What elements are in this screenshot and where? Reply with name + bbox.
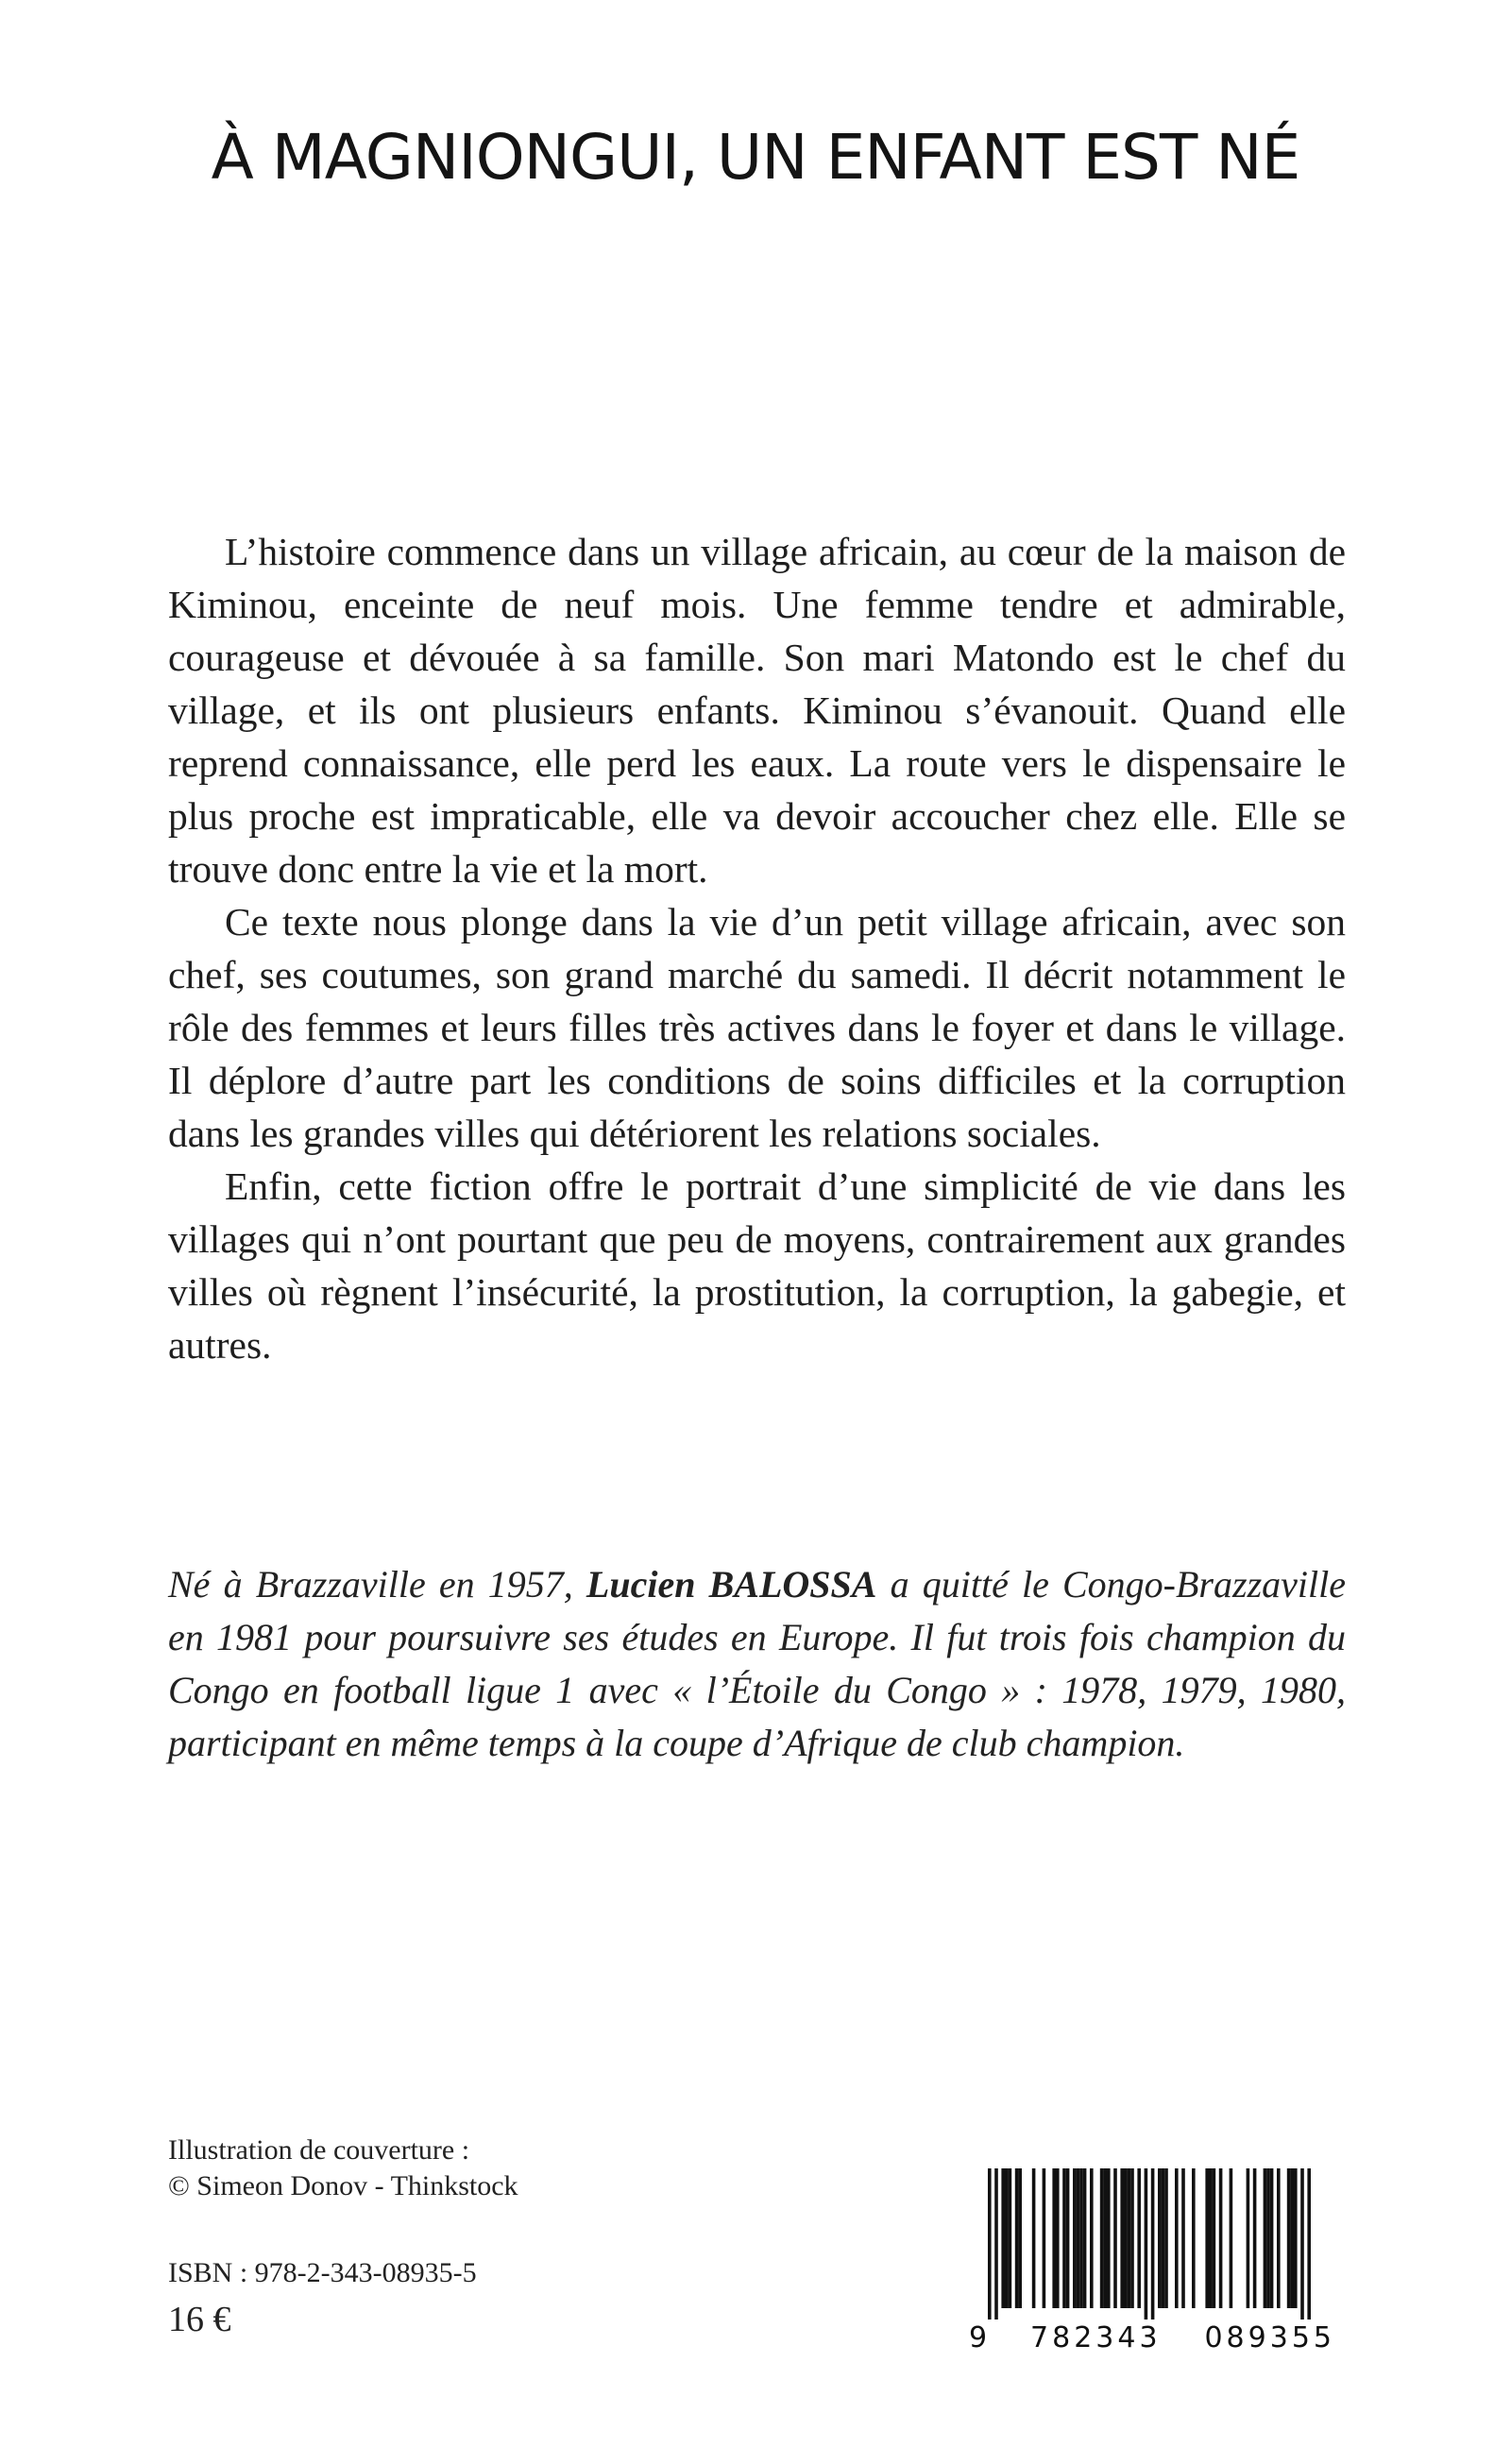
barcode-bar bbox=[1277, 2168, 1281, 2308]
barcode-first-digit: 9 bbox=[969, 2321, 988, 2354]
bio-rest: a quitté le Congo-Brazzaville en 1981 pour poursuivre ses études en Europe. Il fut trois fois champion du Congo en football ligue 1 avec « l’Étoile du Congo » : 1978, 1979, 1980, participant en même temps à la coupe d’Afrique de club champion. bbox=[168, 1563, 1346, 1764]
barcode-bar bbox=[1005, 2168, 1009, 2308]
barcode-bar bbox=[1175, 2168, 1179, 2308]
barcode-bar bbox=[1181, 2168, 1185, 2308]
barcode-bar bbox=[1253, 2168, 1257, 2308]
barcode-bar bbox=[1066, 2168, 1070, 2308]
barcode-bar bbox=[1062, 2168, 1066, 2308]
barcode-bar bbox=[1056, 2168, 1060, 2308]
barcode-bar bbox=[1130, 2168, 1134, 2308]
barcode-bar bbox=[1247, 2168, 1250, 2308]
barcode-bar bbox=[1270, 2168, 1274, 2308]
book-title: À MAGNIONGUI, UN ENFANT EST NÉ bbox=[211, 121, 1300, 194]
barcode-bar bbox=[1290, 2168, 1294, 2308]
barcode-left-group: 782343 bbox=[1030, 2321, 1162, 2354]
barcode-bar bbox=[1164, 2168, 1168, 2308]
barcode-bar bbox=[1100, 2168, 1104, 2308]
barcode-bar bbox=[1287, 2168, 1291, 2308]
barcode-bar bbox=[1107, 2168, 1111, 2308]
summary-paragraph-2: Ce texte nous plonge dans la vie d’un petit village africain, avec son chef, ses coutumes, son grand marché du samedi. Il décrit notamment le rôle des femmes et leurs filles très actives dans le foyer et dans le village. Il déplore d’autre part les conditions de soins difficiles et la corruption dans les grandes villes qui détériorent les relations sociales. bbox=[168, 900, 1346, 1155]
barcode-bar bbox=[1266, 2168, 1270, 2308]
barcode-bar bbox=[1083, 2168, 1087, 2308]
barcode-bar bbox=[1073, 2168, 1077, 2308]
barcode bbox=[965, 2168, 1339, 2357]
summary bbox=[168, 525, 1346, 1371]
bio-intro: Né à Brazzaville en 1957, bbox=[168, 1563, 586, 1606]
barcode-bar bbox=[1052, 2168, 1056, 2308]
barcode-bar bbox=[1158, 2168, 1162, 2308]
barcode-bar bbox=[1113, 2168, 1117, 2308]
barcode-bar bbox=[1128, 2168, 1131, 2308]
barcode-bar bbox=[1018, 2168, 1022, 2308]
barcode-bar bbox=[1015, 2168, 1019, 2308]
barcode-bar bbox=[1077, 2168, 1080, 2308]
author-bio bbox=[168, 1558, 1346, 1770]
barcode-bar bbox=[1307, 2168, 1311, 2320]
barcode-bar bbox=[1219, 2168, 1223, 2308]
barcode-bar bbox=[1162, 2168, 1165, 2308]
barcode-bar bbox=[1032, 2168, 1036, 2308]
barcode-bar bbox=[1009, 2168, 1012, 2308]
illustration-credits bbox=[168, 2133, 518, 2204]
credits-source: © Simeon Donov - Thinkstock bbox=[168, 2170, 518, 2201]
barcode-bars bbox=[965, 2168, 1339, 2320]
barcode-bar bbox=[1209, 2168, 1213, 2308]
barcode-bar bbox=[1192, 2168, 1196, 2308]
author-name: Lucien BALOSSA bbox=[586, 1563, 877, 1606]
barcode-digits bbox=[965, 2321, 1339, 2355]
barcode-bar bbox=[1079, 2168, 1083, 2308]
barcode-bar bbox=[1120, 2168, 1124, 2308]
barcode-bar bbox=[1090, 2168, 1094, 2308]
barcode-bar bbox=[1124, 2168, 1128, 2308]
barcode-bar bbox=[988, 2168, 992, 2320]
barcode-right-group: 089355 bbox=[1204, 2321, 1335, 2354]
barcode-bar bbox=[1103, 2168, 1107, 2308]
price: 16 € bbox=[168, 2300, 231, 2339]
barcode-bar bbox=[1043, 2168, 1046, 2308]
barcode-bar bbox=[1264, 2168, 1267, 2308]
barcode-bar bbox=[1205, 2168, 1209, 2308]
barcode-bar bbox=[1300, 2168, 1304, 2320]
barcode-bar bbox=[1213, 2168, 1216, 2308]
barcode-bar bbox=[1151, 2168, 1155, 2320]
barcode-bar bbox=[1137, 2168, 1141, 2308]
summary-paragraph-3: Enfin, cette fiction offre le portrait d’une simplicité de vie dans les villages qui n’ont pourtant que peu de moyens, contrairement aux grandes villes où règnent l’insécurité, la prostitution, la corruption, la gabegie, et autres. bbox=[168, 1164, 1346, 1367]
barcode-bar bbox=[994, 2168, 998, 2320]
barcode-bar bbox=[1294, 2168, 1298, 2308]
credits-label: Illustration de couverture : bbox=[168, 2134, 470, 2166]
barcode-bar bbox=[1145, 2168, 1148, 2320]
isbn: ISBN : 978-2-343-08935-5 bbox=[168, 2257, 477, 2288]
barcode-bar bbox=[1230, 2168, 1233, 2308]
barcode-bar bbox=[1001, 2168, 1005, 2308]
summary-paragraph-1: L’histoire commence dans un village africain, au cœur de la maison de Kiminou, enceinte de neuf mois. Une femme tendre et admirable, courageuse et dévouée à sa famille. Son mari Matondo est le chef du village, et ils ont plusieurs enfants. Kiminou s’évanouit. Quand elle reprend connaissance, elle perd les eaux. La route vers le dispensaire le plus proche est impraticable, elle va devoir accoucher chez elle. Elle se trouve donc entre la vie et la mort. bbox=[168, 530, 1346, 891]
